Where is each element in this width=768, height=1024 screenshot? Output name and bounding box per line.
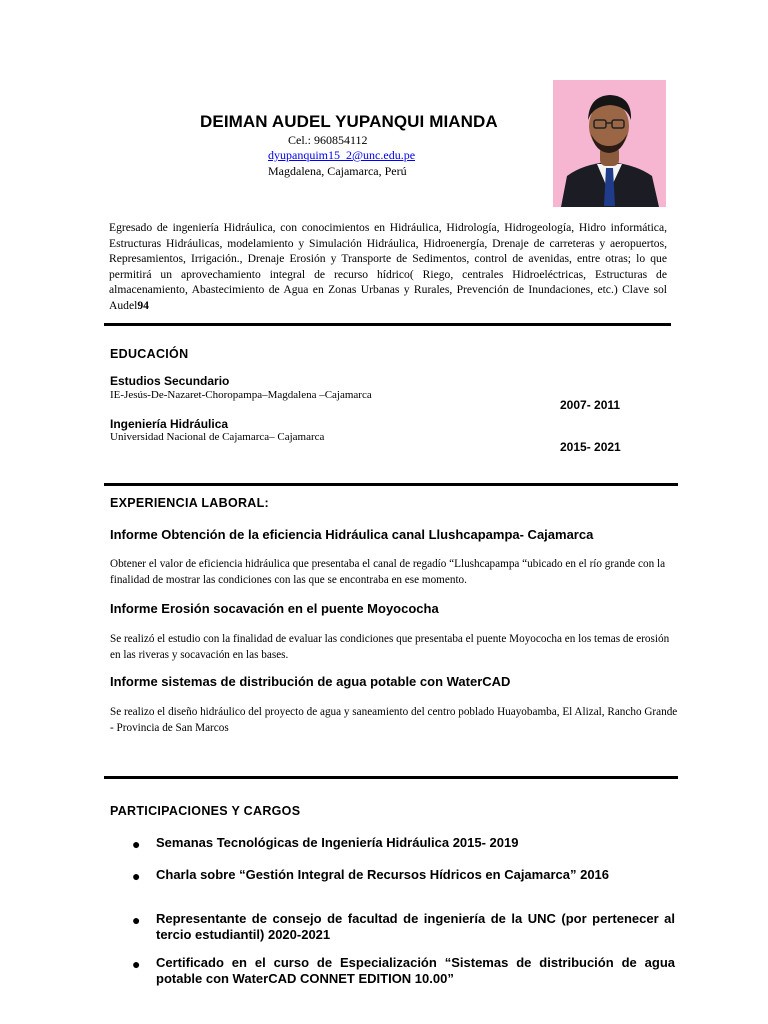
experience-title: Informe Erosión socavación en el puente Moyococha xyxy=(110,601,439,616)
section-divider xyxy=(104,483,678,486)
person-portrait-icon xyxy=(553,80,666,207)
experience-description: Se realizo el diseño hidráulico del proyecto de agua y saneamiento del centro poblado Huayobamba, El Alizal, Rancho Grande - Provincia de San Marcos xyxy=(110,706,678,734)
education-school: Universidad Nacional de Cajamarca– Cajamarca xyxy=(110,431,325,443)
section-divider xyxy=(104,323,671,326)
education-title: Ingeniería Hidráulica xyxy=(110,417,229,431)
participation-item: Representante de consejo de facultad de ingeniería de la UNC (por pertenecer al tercio estudiantil) 2020-2021 xyxy=(156,911,675,942)
experience-title: Informe Obtención de la eficiencia Hidráulica canal Llushcapampa- Cajamarca xyxy=(110,527,594,542)
participation-item: Semanas Tecnológicas de Ingeniería Hidráulica 2015- 2019 xyxy=(156,835,519,850)
phone-number: Cel.: 960854112 xyxy=(288,133,368,147)
bullet-icon: ● xyxy=(132,912,141,928)
profile-photo xyxy=(553,80,666,207)
education-title: Estudios Secundario xyxy=(110,374,230,388)
participation-heading: PARTICIPACIONES Y CARGOS xyxy=(110,804,301,818)
experience-heading: EXPERIENCIA LABORAL: xyxy=(110,496,270,510)
address: Magdalena, Cajamarca, Perú xyxy=(268,164,407,178)
bullet-icon: ● xyxy=(132,868,141,884)
bullet-icon: ● xyxy=(132,956,141,972)
email-link[interactable]: dyupanquim15_2@unc.edu.pe xyxy=(268,148,416,162)
education-years: 2007- 2011 xyxy=(560,398,621,412)
summary-text: Egresado de ingeniería Hidráulica, con conocimientos en Hidráulica, Hidrología, Hidrogeología, Hidro informática, Estructuras Hidráulicas, modelamiento y Simulación Hidráulica, Hidroenergía, Drenaje de carreteras y aeropuertos, Represamientos, Irrigación., Drenaje Erosión y Transporte de Sedimentos, control de avenidas, entre otras; lo que permitirá un aprovechamiento integral de recurso hídrico( Riego, centrales Hidroeléctricas, Estructuras de almacenamiento, Abastecimiento de Agua en Zonas Urbanas y Rurales, Prevención de Inundaciones, etc.) Clave sol Audel xyxy=(109,221,667,312)
professional-summary xyxy=(109,220,667,314)
education-school: IE-Jesús-De-Nazaret-Choropampa–Magdalena –Cajamarca xyxy=(110,389,372,401)
participation-item: Certificado en el curso de Especialización “Sistemas de distribución de agua potable con WaterCAD CONNET EDITION 10.00” xyxy=(156,955,675,986)
experience-description: Obtener el valor de eficiencia hidráulica que presentaba el canal de regadío “Llushcapampa “ubicado en el río grande con la finalidad de mostrar las condiciones con las que se encontraba en ese momento. xyxy=(110,558,666,586)
bullet-icon: ● xyxy=(132,836,141,852)
summary-bold-tail: 94 xyxy=(137,298,149,312)
education-years: 2015- 2021 xyxy=(560,440,621,454)
experience-description: Se realizó el estudio con la finalidad de evaluar las condiciones que presentaba el puente Moyococha en los temas de erosión en las riveras y socavación en las bases. xyxy=(110,633,670,661)
participation-item: Charla sobre “Gestión Integral de Recursos Hídricos en Cajamarca” 2016 xyxy=(156,867,610,882)
education-heading: EDUCACIÓN xyxy=(110,347,189,361)
applicant-name: DEIMAN AUDEL YUPANQUI MIANDA xyxy=(200,112,498,131)
section-divider xyxy=(104,776,678,779)
experience-title: Informe sistemas de distribución de agua potable con WaterCAD xyxy=(110,674,511,689)
